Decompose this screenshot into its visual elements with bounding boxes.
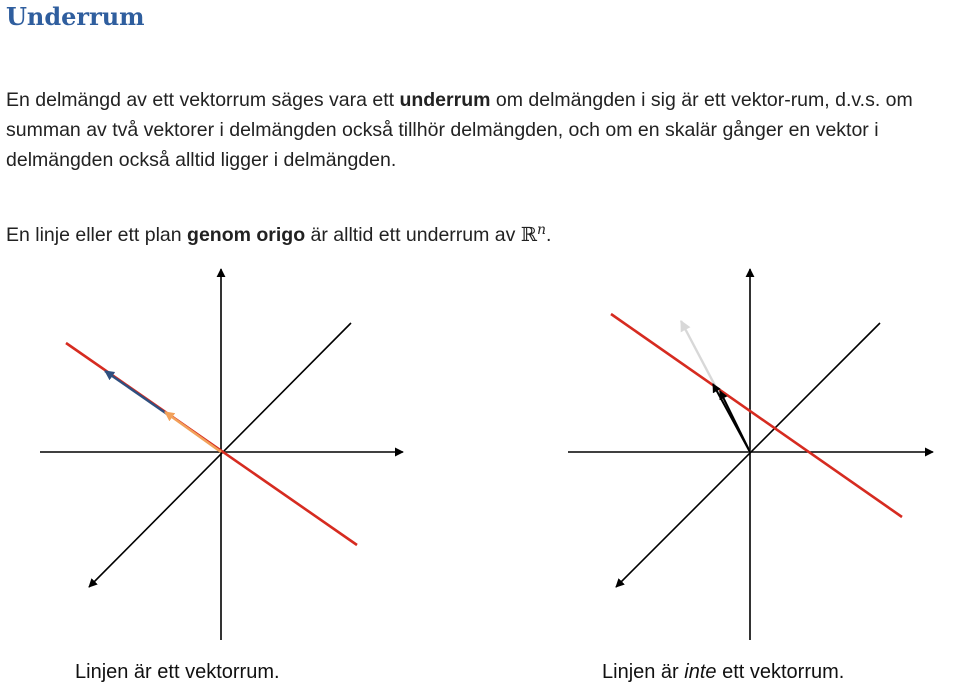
page-title: Underrum: [6, 2, 145, 31]
definition-text-2: om delmängden i sig är ett vektor-rum, d.v.s. om summan av två vektorer i delmängden också tillhör delmängden, och om en skalär gånger en vektor i delmängden också alltid ligger i delmängden.: [6, 89, 913, 171]
left-z-axis: [89, 323, 351, 587]
right-diagram: [568, 269, 933, 640]
right-caption-emphasis: inte: [684, 661, 717, 683]
right-caption: [602, 661, 844, 684]
right-caption-text-2: ett vektorrum.: [716, 661, 845, 683]
rn-exponent: n: [537, 222, 547, 238]
left-diagram: [40, 269, 403, 640]
statement-emphasis: genom origo: [187, 224, 306, 246]
left-caption: Linjen är ett vektorrum.: [75, 661, 280, 683]
left-orange-vector: [165, 412, 221, 452]
right-z-axis: [616, 323, 880, 587]
left-blue-vector: [105, 371, 167, 414]
statement-text-1: En linje eller ett plan: [6, 224, 188, 246]
statement-text-2: är alltid ett underrum av: [305, 224, 521, 246]
statement-end: .: [546, 224, 552, 246]
rn-base: ℝ: [520, 223, 538, 246]
definition-text-1: En delmängd av ett vektorrum säges vara ett: [6, 89, 400, 111]
right-caption-text-1: Linjen är: [602, 661, 685, 683]
definition-term: underrum: [399, 89, 491, 111]
